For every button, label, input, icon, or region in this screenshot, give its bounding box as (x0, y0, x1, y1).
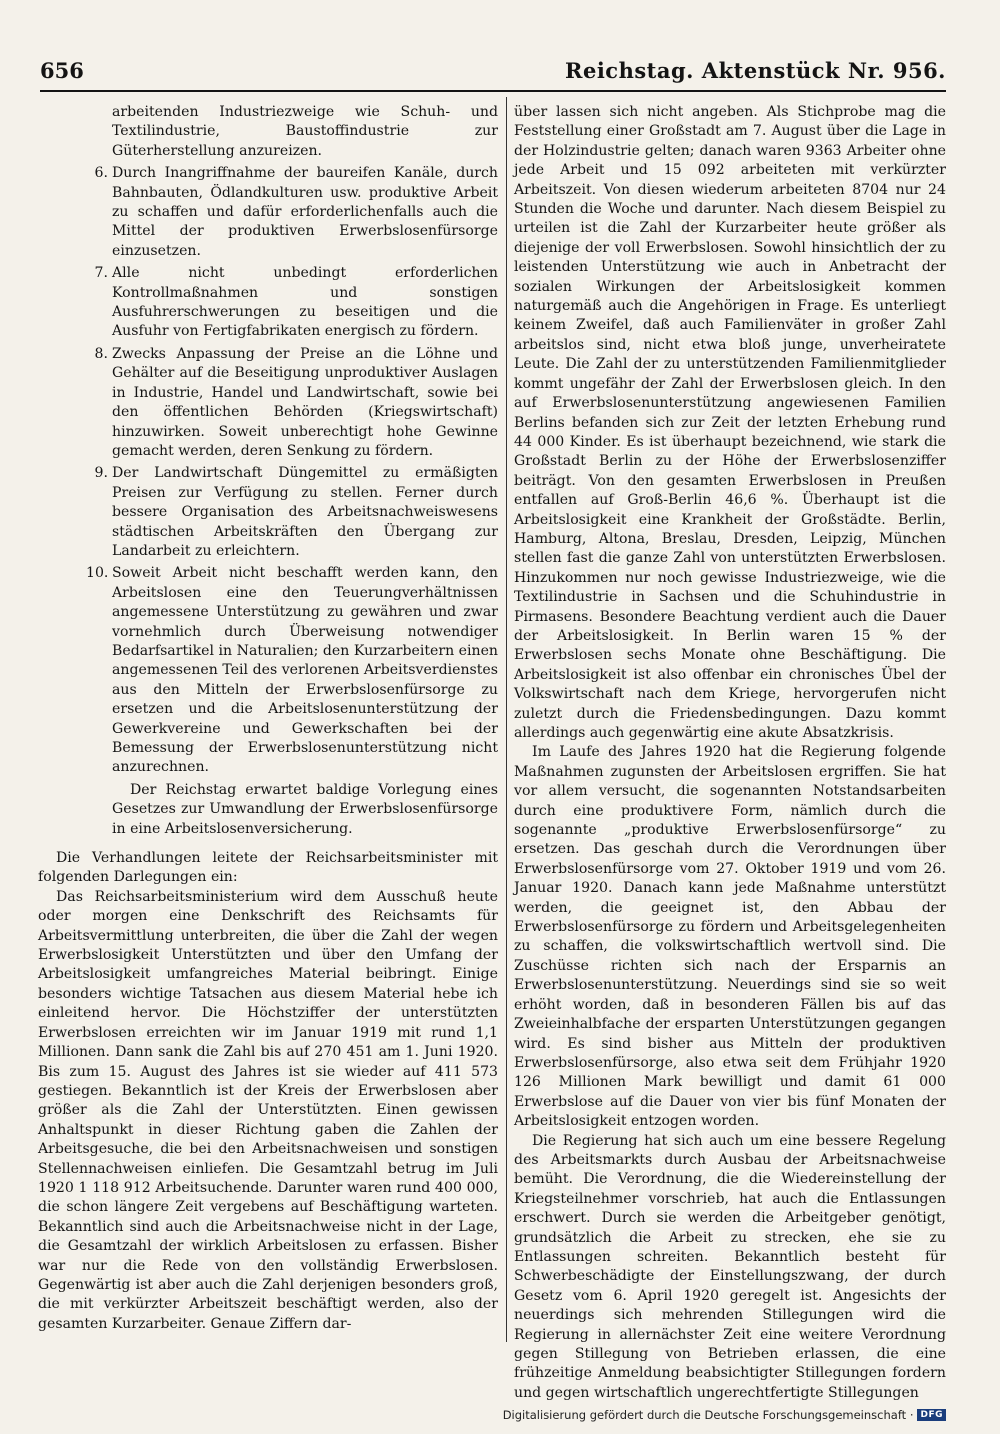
list-item (86, 564, 498, 777)
list-item (86, 345, 498, 461)
list-item (86, 464, 498, 561)
left-column (38, 103, 498, 1334)
body-paragraph: über lassen sich nicht angeben. Als Stichprobe mag die Feststellung einer Großstadt am 7. August über die Lage in der Holzindustrie gelten; danach waren 9363 Arbeiter ohne jede Arbeit und 15 092 arbeiteten mit verkürzter Arbeitszeit. Von diesen wiederum arbeiteten 8704 nur 24 Stunden die Woche und darunter. Nach diesem Beispiel zu urteilen ist die Zahl der Kurzarbeiter heute größer als diejenige der voll Erwerbslosen. Sowohl hinsichtlich der zu leistenden Unterstützung wie auch in Anbetracht der sozialen Wirkungen der Arbeitslosigkeit kommen naturgemäß auch die Angehörigen in Frage. Es unterliegt keinem Zweifel, daß auch Familienväter in großer Zahl arbeitslos sind, nicht etwa bloß junge, unverheiratete Leute. Die Zahl der zu unterstützenden Familienmitglieder kommt ungefähr der Zahl der Erwerbslosen gleich. In den auf Erwerbslosenunterstützung angewiesenen Familien Berlins befanden sich zur Zeit der letzten Erhebung rund 44 000 Kinder. Es ist überhaupt bezeichnend, wie stark die Großstadt Berlin zu der Höhe der Erwerbslosenziffer beiträgt. Von den gesamten Erwerbslosen in Preußen entfallen auf Groß-Berlin 46,6 %. Überhaupt ist die Arbeitslosigkeit eine Krankheit der Großstädte. Berlin, Hamburg, Altona, Breslau, Dresden, Leipzig, München stellen fast die ganze Zahl von unterstützten Erwerbslosen. Hinzukommen nur noch gewisse Industriezweige, wie die Textilindustrie in Sachsen und die Schuhindustrie in Pirmasens. Besondere Beachtung verdient auch die Dauer der Arbeitslosigkeit. In Berlin waren 15 % der Erwerbslosen sechs Monate ohne Beschäftigung. Die Arbeitslosigkeit ist also offenbar ein chronisches Übel der Volkswirtschaft nach dem Kriege, hervorgerufen nicht zuletzt durch die Friedensbedingungen. Dazu kommt allerdings auch gegenwärtig eine akute Absatzkrisis. (514, 104, 946, 741)
list-item (86, 264, 498, 342)
header-rule (40, 90, 946, 92)
list-item-number: 9. (94, 465, 108, 482)
list-item-text: Durch Inangriffnahme der baureifen Kanäle, durch Bahnbauten, Ödlandkulturen usw. produktive Arbeit zu schaffen und dafür erforderlichenfalls auch die Mittel der produktiven Erwerbslosenfürsorge einzusetzen. (112, 165, 498, 259)
dfg-logo: DFG (917, 1409, 946, 1421)
list-item-text: Der Landwirtschaft Düngemittel zu ermäßigten Preisen zur Verfügung zu stellen. Ferner durch bessere Organisation des Arbeitsnachweiswesens städtischen Arbeitskräften den Übergang zur Landarbeit zu erleichtern. (112, 465, 498, 559)
continued-item-text: arbeitenden Industriezweige wie Schuh- und Textilindustrie, Baustoffindustrie zur Güterherstellung anzureizen. (112, 104, 498, 159)
digitization-footer (503, 1408, 946, 1422)
body-paragraph: Im Laufe des Jahres 1920 hat die Regierung folgende Maßnahmen zugunsten der Arbeitslosen ergriffen. Sie hat vor allem versucht, die sogenannten Notstandsarbeiten durch eine produktivere Form, nämlich durch die sogenannte „produktive Erwerbslosenfürsorge“ zu ersetzen. Das geschah durch die Verordnungen über Erwerbslosenfürsorge vom 27. Oktober 1919 und vom 26. Januar 1920. Danach kann jede Maßnahme unterstützt werden, die geeignet ist, den Abbau der Erwerbslosenfürsorge zu fördern und Arbeitsgelegenheiten zu schaffen, die volkswirtschaftlich wertvoll sind. Die Zuschüsse richten sich nach der Ersparnis an Erwerbslosenunterstützung. Neuerdings sind sie so weit erhöht worden, daß in besonderen Fällen bis auf das Zweieinhalbfache der ersparten Unterstützungen gegangen wird. Es sind bisher aus Mitteln der produktiven Erwerbslosenfürsorge, also etwa seit dem Frühjahr 1920 126 Millionen Mark bewilligt und damit 61 000 Erwerbslose auf die Dauer von vier bis fünf Monaten der Arbeitslosigkeit entzogen worden. (514, 744, 946, 1130)
page-header (40, 58, 946, 88)
body-paragraph: Die Regierung hat sich auch um eine bessere Regelung des Arbeitsmarkts durch Ausbau der Arbeitsnachweise bemüht. Die Verordnung, die die Wiedereinstellung der Kriegsteilnehmer vorschrieb, hat auch die Entlassungen erschwert. Durch sie werden die Arbeitgeber genötigt, grundsätzlich die Arbeit zu strecken, ehe sie zu Entlassungen schreiten. Bekanntlich besteht für Schwerbeschädigte der Einstellungszwang, der durch Gesetz vom 6. April 1920 geregelt ist. Angesichts der neuerdings sich mehrenden Stillegungen wird die Regierung in allernächster Zeit eine weitere Verordnung gegen Stillegung von Betrieben erlassen, die eine frühzeitige Anmeldung beabsichtigter Stillegungen fordern und gegen wirtschaftlich ungerechtfertigte Stillegungen (514, 1132, 946, 1401)
page-number: 656 (40, 58, 84, 83)
column-divider (506, 97, 507, 1342)
resolution-closing: Der Reichstag erwartet baldige Vorlegung eines Gesetzes zur Umwandlung der Erwerbslosenfürsorge in eine Arbeitslosenversicherung. (112, 781, 498, 837)
list-item-number: 6. (94, 165, 108, 182)
body-paragraph: Das Reichsarbeitsministerium wird dem Ausschuß heute oder morgen eine Denkschrift des Reichsamts für Arbeitsvermittlung unterbreiten, die über die Zahl der wegen Erwerbslosigkeit Unterstützten und über den Umfang der Arbeitslosigkeit umfangreiches Material beibringt. Einige besonders wichtige Tatsachen aus diesem Material hebe ich einleitend hervor. Die Höchstziffer der unterstützten Erwerbslosen erreichten wir im Januar 1919 mit rund 1,1 Millionen. Dann sank die Zahl bis auf 270 451 am 1. Juni 1920. Bis zum 15. August des Jahres ist sie wieder auf 411 573 gestiegen. Bekanntlich ist der Kreis der Erwerbslosen aber größer als die Zahl der Unterstützten. Einen gewissen Anhaltspunkt in dieser Richtung gaben die Zahlen der Arbeitsgesuche, die bei den Arbeitsnachweisen und sonstigen Stellennachweisen einliefen. Die Gesamtzahl betrug im Juli 1920 1 118 912 Arbeitsuchende. Darunter waren rund 400 000, die schon längere Zeit vergebens auf Beschäftigung warteten. Bekanntlich sind auch die Arbeitsnachweise nicht in der Lage, die Gesamtzahl der wirklich Arbeitslosen zu erfassen. Bisher war nur die Rede von den vollständig Erwerbslosen. Gegenwärtig ist aber auch die Zahl derjenigen besonders groß, die mit verkürzter Arbeitszeit beschäftigt werden, also der gesamten Kurzarbeiter. Genaue Ziffern dar- (38, 888, 498, 1332)
intro-paragraph: Die Verhandlungen leitete der Reichsarbeitsminister mit folgenden Darlegungen ein: (38, 850, 498, 886)
list-item-text: Zwecks Anpassung der Preise an die Löhne und Gehälter auf die Beseitigung unproduktiver Auslagen in Industrie, Handel und Landwirtschaft, sowie bei den öffentlichen Behörden (Kriegswirtschaft) hinzuwirken. Soweit unberechtigt hohe Gewinne gemacht werden, deren Senkung zu fördern. (112, 345, 498, 459)
right-column (514, 103, 946, 1403)
list-item-number: 10. (86, 565, 109, 582)
footer-text: Digitalisierung gefördert durch die Deutsche Forschungsgemeinschaft · (502, 1408, 914, 1422)
list-item-number: 7. (94, 265, 108, 282)
list-item-text: Soweit Arbeit nicht beschafft werden kann, den Arbeitslosen eine den Teuerungverhältnissen angemessene Unterstützung zu gewähren und zwar vornehmlich durch Überweisung notwendiger Bedarfsartikel in Naturalien; den Kurzarbeitern einen angemessenen Teil des verlorenen Arbeitsverdienstes aus den Mitteln der Erwerbslosenfürsorge zu ersetzen und die Arbeitslosenunterstützung der Gewerkvereine und Gewerkschaften bei der Bemessung der Erwerbslosenunterstützung nicht anzurechnen. (112, 565, 498, 776)
list-item (86, 164, 498, 261)
list-item-text: Alle nicht unbedingt erforderlichen Kontrollmaßnahmen und sonstigen Ausfuhrerschwerungen zu beseitigen und die Ausfuhr von Fertigfabrikaten energisch zu fördern. (112, 265, 498, 340)
list-item-number: 8. (94, 345, 108, 362)
running-head: Reichstag. Aktenstück Nr. 956. (565, 58, 946, 83)
